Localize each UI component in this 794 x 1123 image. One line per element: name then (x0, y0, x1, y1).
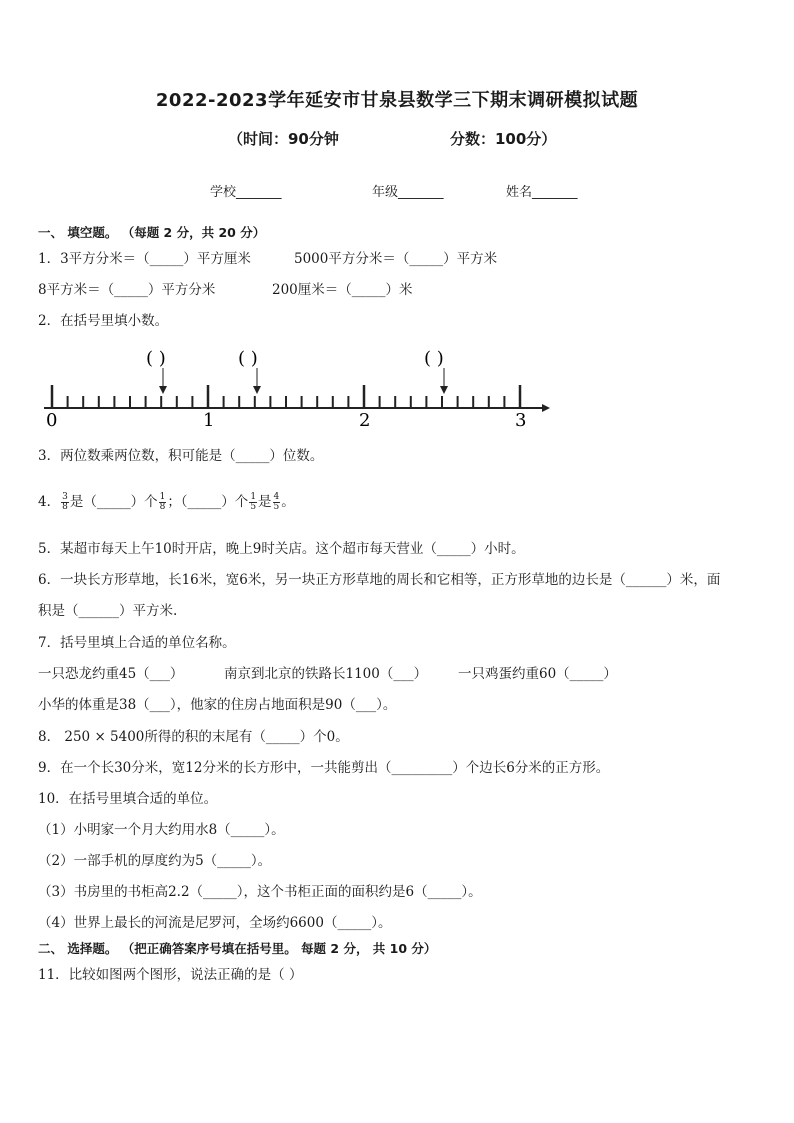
arrow-1-head (159, 386, 167, 394)
number-line-figure (38, 340, 558, 435)
grade-field[interactable]: 年级_______ (372, 185, 444, 200)
name-field[interactable]: 姓名_______ (506, 185, 578, 200)
question-10-d: （4）世界上最长的河流是尼罗河，全场约6600（_____）。 (38, 915, 392, 931)
fraction-denominator: 8 (159, 502, 166, 512)
question-4-prefix: 4． (38, 494, 61, 510)
fraction-numerator: 1 (250, 492, 257, 502)
label-3: 3 (515, 410, 527, 431)
question-10-b: （2）一部手机的厚度约为5（_____）。 (38, 853, 272, 869)
question-10: 10．在括号里填合适的单位。 (38, 791, 218, 807)
section-1-heading: 一、 填空题。 （每题 2 分，共 20 分） (38, 225, 266, 240)
question-1-a: 1．3平方分米＝（_____）平方厘米 (38, 251, 251, 267)
fraction-1-8 (159, 493, 167, 512)
fraction-denominator: 5 (250, 502, 257, 512)
question-4 (38, 493, 295, 512)
question-1-d: 200厘米＝（_____）米 (272, 282, 413, 298)
question-4-part-2: ；（_____）个 (167, 494, 249, 510)
fraction-numerator: 4 (273, 492, 280, 502)
question-7-c: 一只鸡蛋约重60（_____） (458, 666, 617, 682)
blank-3[interactable]: ( ) (424, 348, 444, 369)
arrow-3-head (440, 386, 448, 394)
label-2: 2 (359, 410, 371, 431)
question-7-d: 小华的体重是38（___），他家的住房占地面积是90（___）。 (38, 697, 397, 713)
page-title: 2022-2023学年延安市甘泉县数学三下期末调研模拟试题 (155, 90, 639, 111)
question-9: 9．在一个长30分米，宽12分米的长方形中，一共能剪出（_________）个边长6分米的正方形。 (38, 760, 610, 776)
arrow-2-head (253, 386, 261, 394)
blank-1[interactable]: ( ) (146, 348, 166, 369)
question-7-a: 一只恐龙约重45（___） (38, 666, 184, 682)
label-0: 0 (46, 410, 58, 431)
axis-arrowhead (542, 404, 550, 412)
exam-time: （时间：90分钟 (228, 130, 339, 148)
question-10-c: （3）书房里的书柜高2.2（_____），这个书柜正面的面积约是6（_____）。 (38, 884, 482, 900)
fraction-denominator: 8 (62, 502, 68, 512)
section-2-heading: 二、 选择题。 （把正确答案序号填在括号里。 每题 2 分， 共 10 分） (38, 941, 437, 956)
question-10-a: （1）小明家一个月大约用水8（_____）。 (38, 822, 285, 838)
question-1-b: 5000平方分米＝（_____）平方米 (294, 251, 498, 267)
label-1: 1 (203, 410, 215, 431)
question-6-line-1: 6．一块长方形草地，长16米，宽6米，另一块正方形草地的周长和它相等，正方形草地的边长是（______）米，面 (38, 572, 721, 588)
question-4-part-3: 是 (258, 494, 272, 510)
question-6-line-2: 积是（______）平方米. (38, 603, 178, 619)
question-2: 2．在括号里填小数。 (38, 313, 169, 329)
fraction-3-8 (61, 493, 69, 512)
school-field[interactable]: 学校_______ (210, 185, 282, 200)
question-1-row-2 (38, 281, 413, 299)
question-11: 11．比较如图两个图形，说法正确的是（ ） (38, 967, 303, 983)
exam-score: 分数：100分） (450, 130, 557, 148)
question-5: 5．某超市每天上午10时开店，晚上9时关店。这个超市每天营业（_____）小时。 (38, 541, 525, 557)
question-1-c: 8平方米＝（_____）平方分米 (38, 282, 216, 298)
question-1-row-1 (38, 250, 498, 268)
question-3: 3．两位数乘两位数，积可能是（_____）位数。 (38, 448, 324, 464)
question-4-end: 。 (281, 494, 295, 510)
question-7-row-1 (38, 665, 617, 683)
question-4-part-1: 是（_____）个 (69, 494, 158, 510)
question-7: 7．括号里填上合适的单位名称。 (38, 635, 236, 651)
ticks-group (52, 385, 520, 408)
fraction-1-5 (249, 493, 257, 512)
fraction-denominator: 5 (273, 502, 280, 512)
fraction-4-5 (273, 493, 281, 512)
fraction-numerator: 1 (159, 492, 166, 502)
question-7-b: 南京到北京的铁路长1100（___） (224, 666, 428, 682)
blank-2[interactable]: ( ) (238, 348, 258, 369)
question-8: 8． 250 × 5400所得的积的末尾有（_____）个0。 (38, 729, 349, 745)
fraction-numerator: 3 (62, 492, 68, 502)
